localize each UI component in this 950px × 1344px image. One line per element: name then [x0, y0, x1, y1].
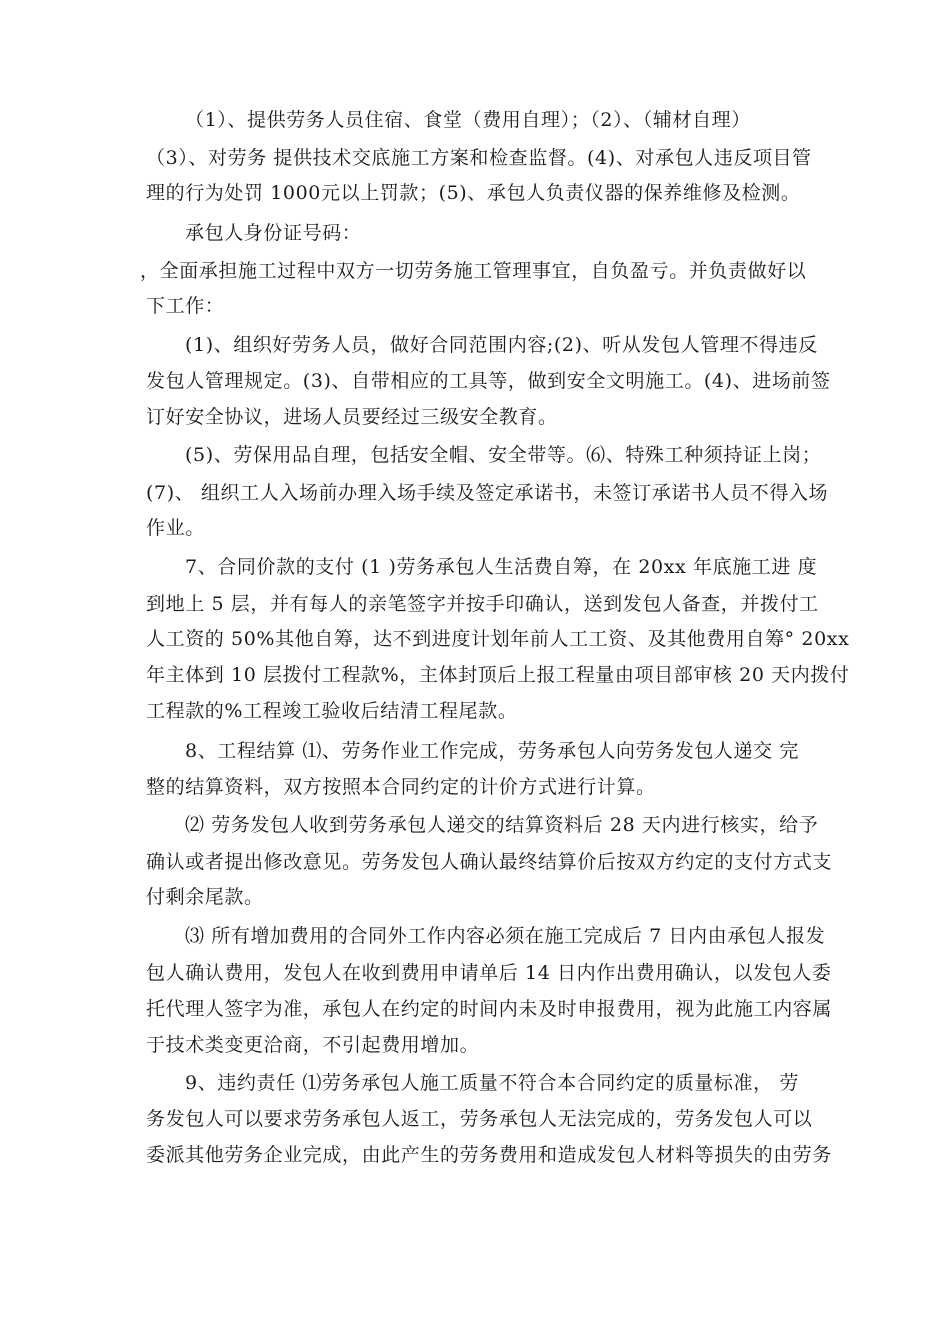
text-line: 委派其他劳务企业完成，由此产生的劳务费用和造成发包人材料等损失的由劳务: [146, 1144, 833, 1166]
text-line: （3）、对劳务 提供技术交底施工方案和检查监督。(4)、对承包人违反项目管: [146, 147, 812, 169]
text-line: 到地上 5 层，并有每人的亲笔签字并按手印确认，送到发包人备查，并拨付工: [146, 593, 819, 615]
text-line: 作业。: [146, 517, 205, 539]
text-line: 9、违约责任 ⑴劳务承包人施工质量不符合本合同约定的质量标准， 劳: [185, 1072, 799, 1094]
text-line: 托代理人签字为准，承包人在约定的时间内未及时申报费用，视为此施工内容属: [146, 998, 833, 1020]
text-line: 包人确认费用，发包人在收到费用申请单后 14 日内作出费用确认，以发包人委: [146, 962, 832, 984]
text-line: 年主体到 10 层拨付工程款%，主体封顶后上报工程量由项目部审核 20 天内拨付: [146, 664, 850, 686]
text-line: （1）、提供劳务人员住宿、食堂（费用自理）；（2）、（辅材自理）: [185, 109, 751, 131]
text-line: 付剩余尾款。: [146, 886, 264, 908]
text-line: 发包人管理规定。(3)、自带相应的工具等，做到安全文明施工。(4)、进场前签: [146, 370, 831, 392]
text-line: 整的结算资料，双方按照本合同约定的计价方式进行计算。: [146, 776, 656, 798]
text-line: 务发包人可以要求劳务承包人返工，劳务承包人无法完成的，劳务发包人可以: [146, 1108, 813, 1130]
text-line: ⑵ 劳务发包人收到劳务承包人递交的结算资料后 28 天内进行核实，给予: [185, 814, 819, 836]
text-line: 人工资的 50%其他自筹，达不到进度计划年前人工工资、及其他费用自筹° 20xx: [146, 628, 850, 650]
text-line: (5)、劳保用品自理，包括安全帽、安全带等。⑹、特殊工种须持证上岗；: [185, 444, 822, 466]
text-line: 承包人身份证号码：: [185, 222, 362, 244]
text-line: ⑶ 所有增加费用的合同外工作内容必须在施工完成后 7 日内由承包人报发: [185, 925, 826, 947]
text-line: 订好安全协议，进场人员要经过三级安全教育。: [146, 406, 558, 428]
text-line: 8、工程结算 ⑴、劳务作业工作完成，劳务承包人向劳务发包人递交 完: [185, 740, 799, 762]
text-line: 于技术类变更洽商，不引起费用增加。: [146, 1034, 480, 1056]
text-line: 下工作：: [146, 295, 225, 317]
text-line: 工程款的%工程竣工验收后结清工程尾款。: [146, 700, 518, 722]
text-line: 理的行为处罚 1000元以上罚款；(5)、承包人负责仪器的保养维修及检测。: [146, 182, 801, 204]
text-line: ，全面承担施工过程中双方一切劳务施工管理事宜，自负盈亏。并负责做好以: [140, 260, 807, 282]
text-line: 7、合同价款的支付 (1 )劳务承包人生活费自筹，在 20xx 年底施工进 度: [185, 556, 818, 578]
text-line: (7)、 组织工人入场前办理入场手续及签定承诺书，未签订承诺书人员不得入场: [146, 482, 829, 504]
text-line: (1)、组织好劳务人员，做好合同范围内容;(2)、听从发包人管理不得违反: [185, 334, 818, 356]
text-line: 确认或者提出修改意见。劳务发包人确认最终结算价后按双方约定的支付方式支: [146, 851, 833, 873]
